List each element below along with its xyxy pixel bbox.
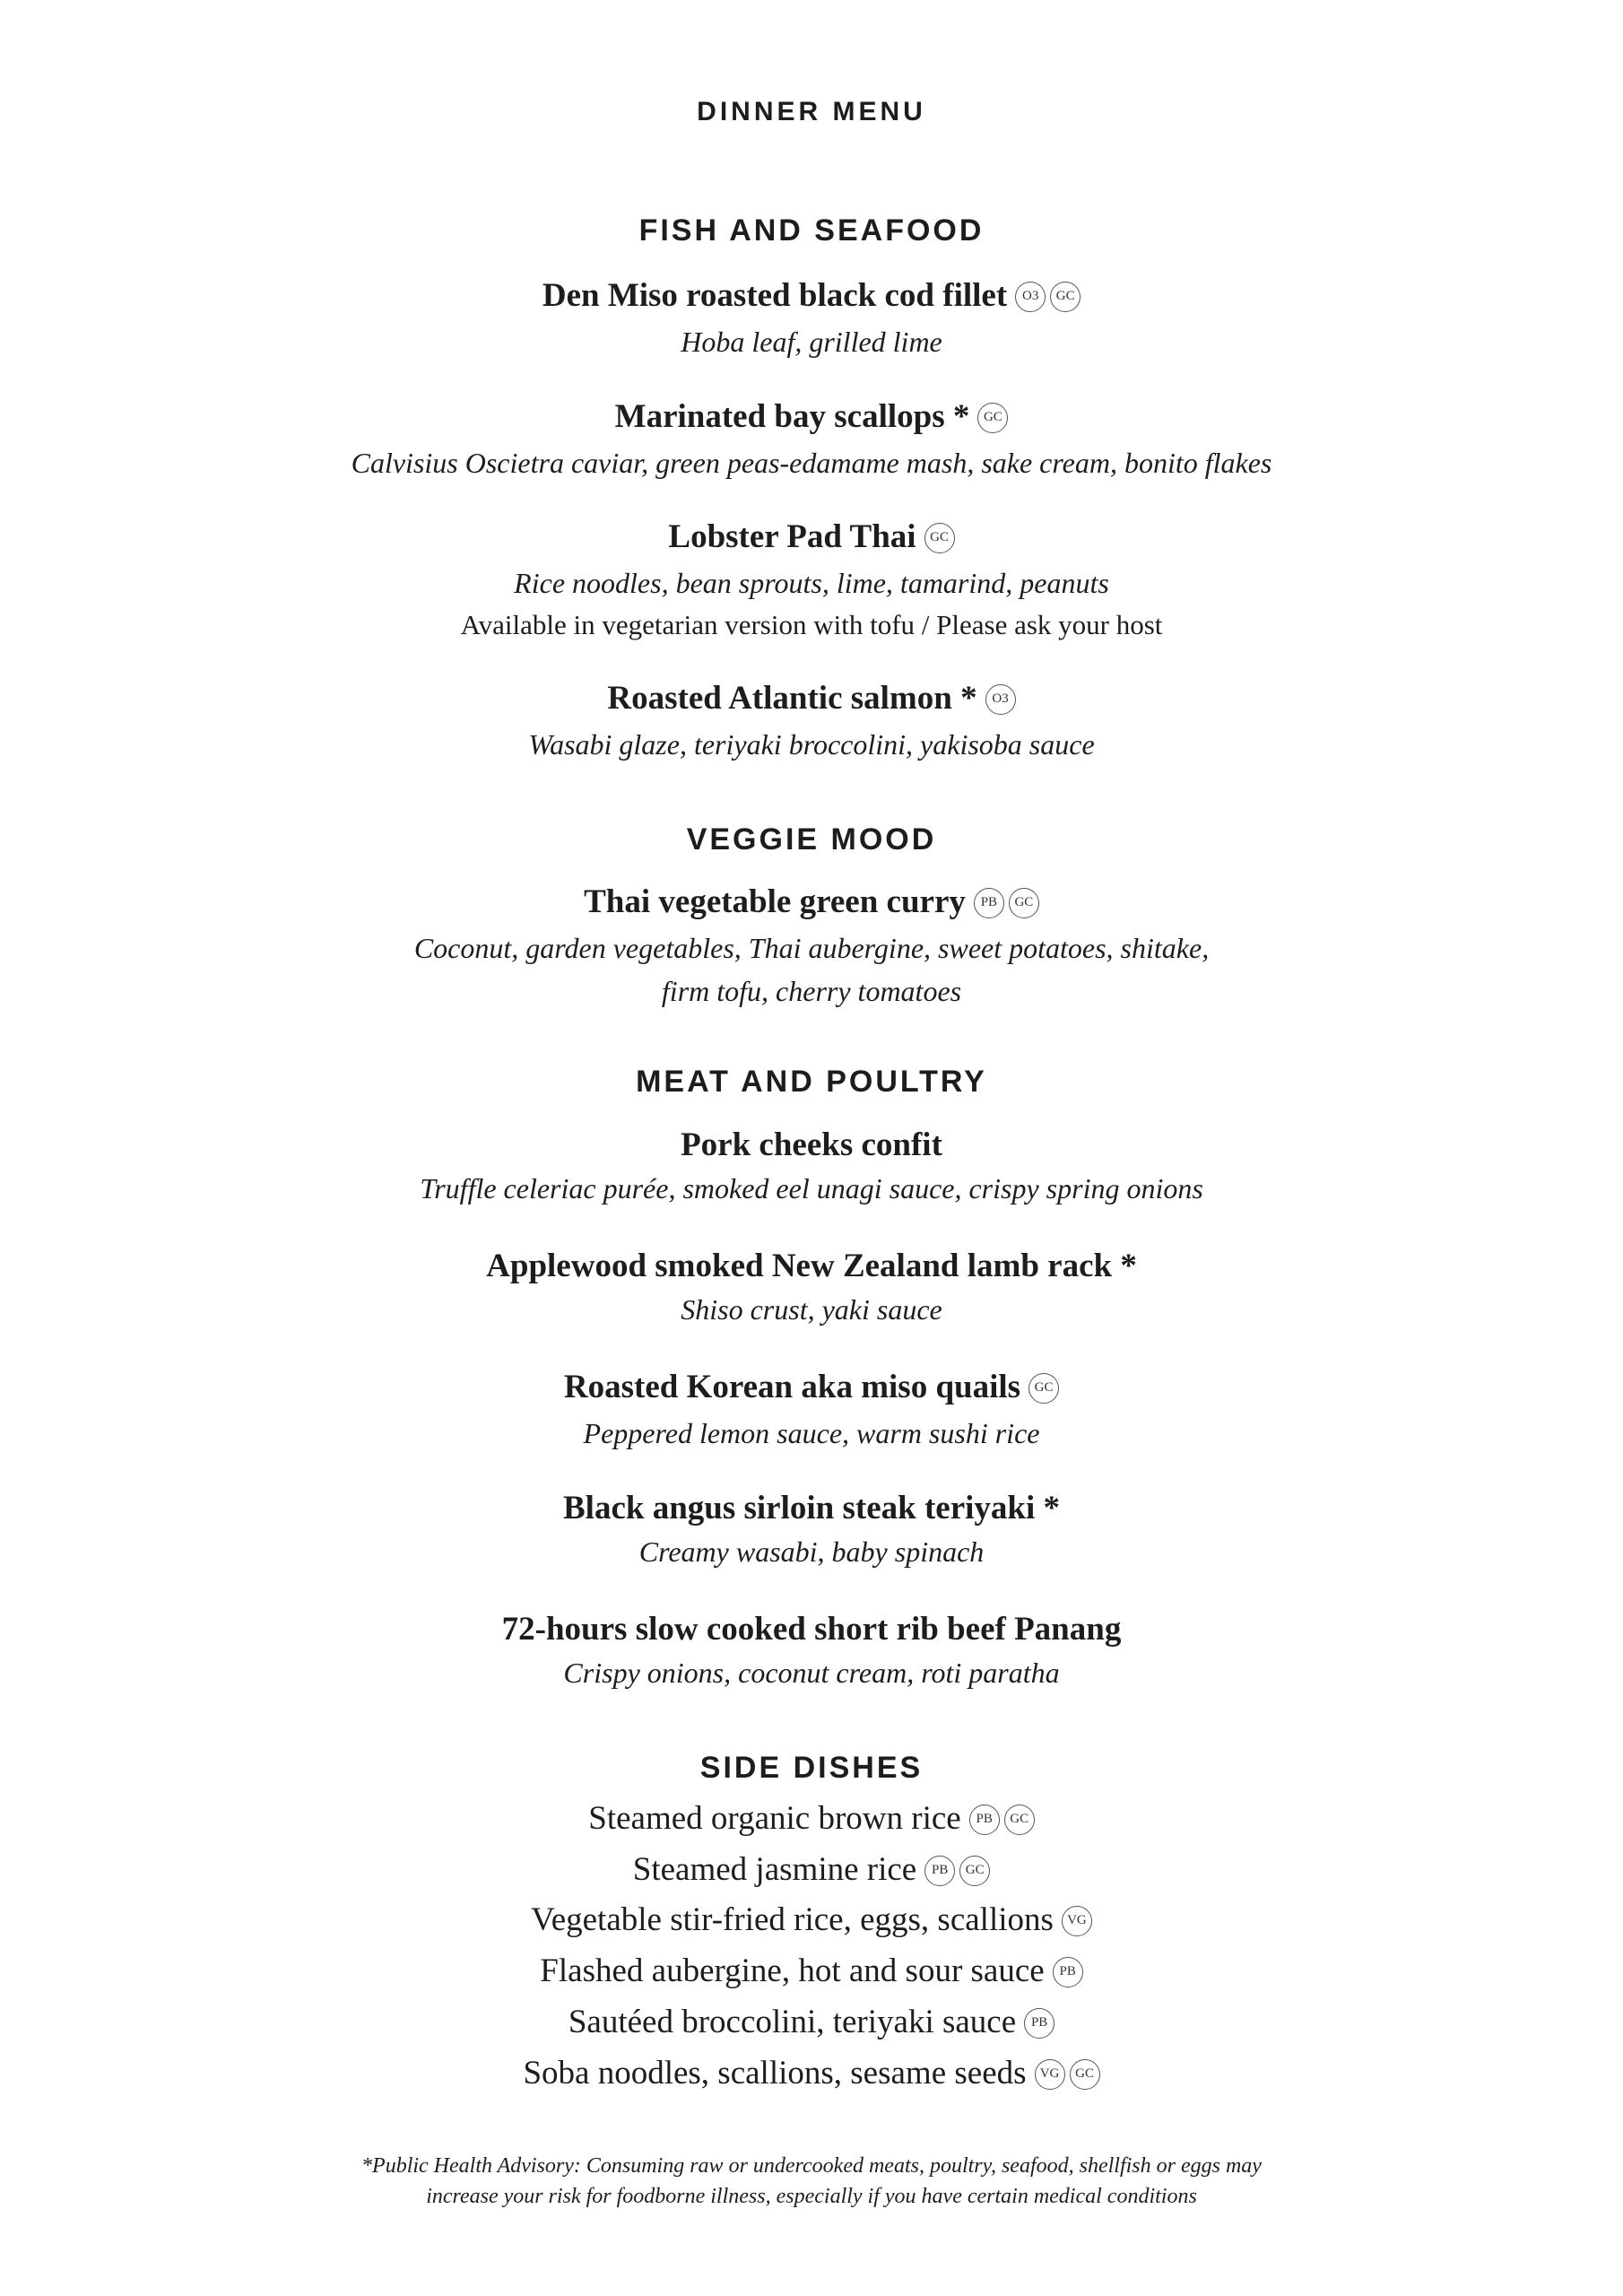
dish-bay-scallops [0,396,1623,484]
side-dish-item: Sautéed broccolini, teriyaki sauce PB [0,2001,1623,2047]
dish-lobster-pad-thai [0,516,1623,646]
dish-description: Crispy onions, coconut cream, roti paratha [563,1657,1060,1689]
side-dish-item: Flashed aubergine, hot and sour sauce PB [0,1950,1623,1996]
dish-name: Thai vegetable green curry [584,883,966,920]
dish-sirloin-steak [0,1487,1623,1573]
dish-name: Roasted Korean aka miso quails [563,1369,1021,1405]
dish-description: Shiso crust, yaki sauce [681,1293,942,1326]
dish-name: Pork cheeks confit [681,1126,942,1163]
vegetarian-badge-icon: VG [1035,2059,1065,2090]
dish-name: 72-hours slow cooked short rib beef Panang [501,1611,1122,1648]
dish-description: Truffle celeriac purée, smoked eel unagi sauce, crispy spring onions [420,1172,1203,1205]
dish-name: Black angus sirloin steak teriyaki * [562,1490,1061,1526]
section-heading-fish: FISH AND SEAFOOD [638,213,985,248]
dish-name: Roasted Atlantic salmon * [607,680,977,717]
dish-description: Wasabi glaze, teriyaki broccolini, yakisoba sauce [528,727,1095,761]
dish-description: firm tofu, cherry tomatoes [661,974,962,1007]
plant-based-badge-icon: PB [969,1805,1000,1835]
dish-description: Rice noodles, bean sprouts, lime, tamarind, peanuts [514,566,1109,599]
side-dish-item: Steamed organic brown rice PB GC [0,1797,1623,1843]
health-advisory [0,2151,1623,2212]
section-heading-sides: SIDE DISHES [699,1751,924,1785]
dish-name: Den Miso roasted black cod fillet [542,277,1008,314]
dish-lamb-rack [0,1245,1623,1331]
dish-black-cod [0,274,1623,363]
dish-pork-cheeks [0,1124,1623,1210]
dish-description: Creamy wasabi, baby spinach [638,1535,985,1568]
section-heading-veggie: VEGGIE MOOD [686,822,937,857]
dish-description: Peppered lemon sauce, warm sushi rice [583,1416,1040,1449]
side-dish-item: Soba noodles, scallions, sesame seeds VG GC [0,2052,1623,2098]
dish-name: Marinated bay scallops * [614,398,970,435]
gluten-conscious-badge-icon: GC [1028,1373,1059,1404]
side-dish-item: Steamed jasmine rice PB GC [0,1848,1623,1894]
dish-miso-quails [0,1366,1623,1455]
gluten-conscious-badge-icon: GC [1050,282,1081,312]
dish-atlantic-salmon [0,677,1623,766]
omega3-badge-icon: O3 [1015,282,1046,312]
plant-based-badge-icon: PB [924,1856,955,1886]
section-heading-meat: MEAT AND POULTRY [636,1065,987,1099]
dish-name: Applewood smoked New Zealand lamb rack * [486,1248,1137,1284]
menu-title: DINNER MENU [697,97,926,126]
dish-description: Calvisius Oscietra caviar, green peas-edamame mash, sake cream, bonito flakes [351,446,1272,479]
gluten-conscious-badge-icon: GC [977,403,1008,433]
gluten-conscious-badge-icon: GC [1004,1805,1035,1835]
gluten-conscious-badge-icon: GC [1070,2059,1100,2090]
dish-green-curry [0,881,1623,1013]
plant-based-badge-icon: PB [974,888,1004,918]
gluten-conscious-badge-icon: GC [924,523,955,553]
omega3-badge-icon: O3 [985,684,1016,715]
dish-description: Hoba leaf, grilled lime [681,325,942,358]
dish-name: Lobster Pad Thai [668,518,916,555]
dish-description: Coconut, garden vegetables, Thai aubergine, sweet potatoes, shitake, [413,931,1210,964]
health-advisory-line: *Public Health Advisory: Consuming raw or undercooked meats, poultry, seafood, shellfish or eggs may [361,2154,1262,2178]
gluten-conscious-badge-icon: GC [1009,888,1039,918]
plant-based-badge-icon: PB [1053,1957,1083,1987]
vegetarian-badge-icon: VG [1062,1906,1092,1936]
gluten-conscious-badge-icon: GC [959,1856,990,1886]
health-advisory-line: increase your risk for foodborne illness, especially if you have certain medical conditions [426,2185,1197,2208]
side-dish-item: Vegetable stir-fried rice, eggs, scallions VG [0,1899,1623,1944]
plant-based-badge-icon: PB [1024,2008,1055,2039]
dish-note: Available in vegetarian version with tofu / Please ask your host [460,608,1163,640]
dish-short-rib [0,1608,1623,1694]
